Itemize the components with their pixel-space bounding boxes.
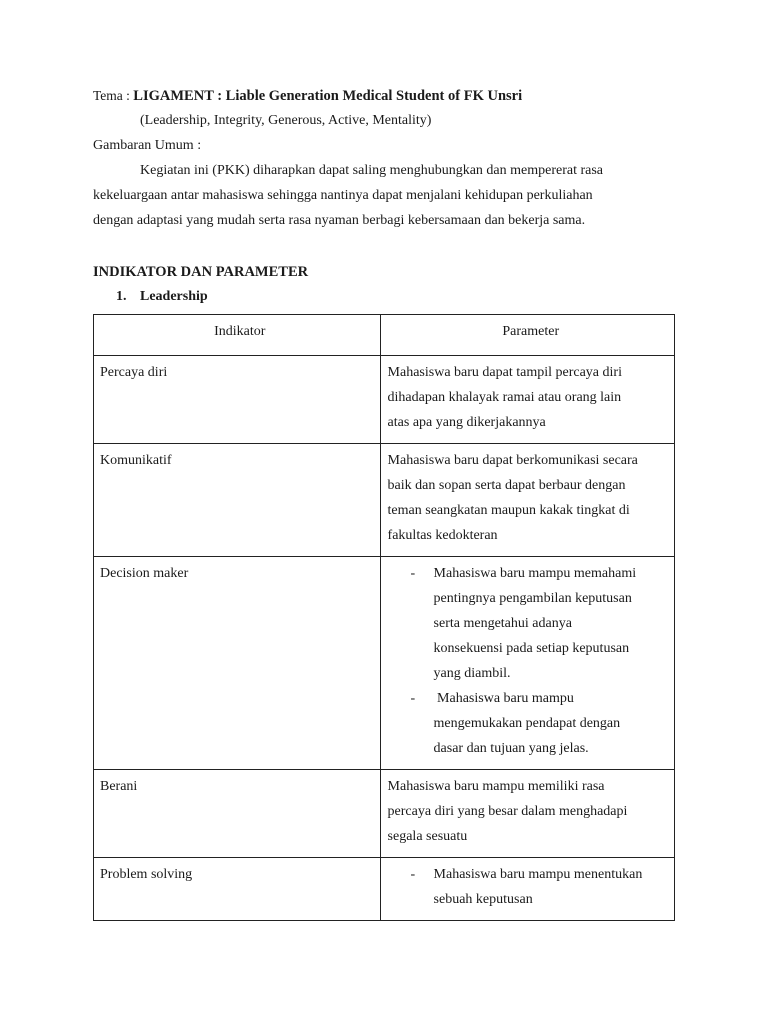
bullet-line: dasar dan tujuan yang jelas. (433, 741, 589, 756)
paragraph-line: dengan adaptasi yang mudah serta rasa nyaman berbagi kebersamaan dan bekerja sama. (93, 213, 586, 228)
bullet-line: konsekuensi pada setiap keputusan (433, 641, 630, 656)
parameter-line: Mahasiswa baru mampu memiliki rasa (387, 779, 605, 794)
bullet-item (411, 862, 674, 912)
tema-subtitle: (Leadership, Integrity, Generous, Active, Mentality) (140, 113, 432, 128)
indikator-cell: Komunikatif (94, 444, 381, 557)
bullet-line: Mahasiswa baru mampu memahami (433, 566, 637, 581)
parameter-line: percaya diri yang besar dalam menghadapi (387, 804, 628, 819)
bullet-line: sebuah keputusan (433, 892, 533, 907)
table-row (94, 356, 675, 444)
bullet-line: mengemukakan pendapat dengan (433, 716, 621, 731)
header-parameter: Parameter (380, 315, 674, 356)
bullet-dash: - (410, 867, 416, 882)
indikator-cell: Berani (94, 770, 381, 858)
parameter-line: atas apa yang dikerjakannya (387, 415, 546, 430)
table-header-row (94, 315, 675, 356)
bullet-dash: - (410, 691, 416, 706)
sub-heading (116, 288, 208, 306)
tema-label: Tema : (93, 88, 134, 103)
header-indikator: Indikator (94, 315, 381, 356)
bullet-line: serta mengetahui adanya (433, 616, 572, 631)
parameter-bullet-list (388, 561, 674, 761)
tema-title: LIGAMENT : Liable Generation Medical Student of FK Unsri (133, 88, 523, 104)
indikator-cell: Problem solving (94, 858, 381, 921)
bullet-line: yang diambil. (433, 666, 511, 681)
bullet-item (411, 686, 674, 761)
table-row (94, 444, 675, 557)
parameter-line: baik dan sopan serta dapat berbaur dengan (387, 478, 626, 493)
bullet-line: Mahasiswa baru mampu (433, 691, 574, 706)
gambaran-label: Gambaran Umum : (93, 138, 202, 153)
parameter-line: segala sesuatu (387, 829, 468, 844)
parameter-line: fakultas kedokteran (387, 528, 498, 543)
parameter-cell (380, 356, 674, 444)
paragraph-line: Kegiatan ini (PKK) diharapkan dapat saling menghubungkan dan mempererat rasa (140, 163, 604, 178)
parameter-cell (380, 557, 674, 770)
section-heading: INDIKATOR DAN PARAMETER (93, 264, 309, 280)
table-row (94, 557, 675, 770)
sub-heading-number: 1. (116, 289, 127, 304)
tema-line (93, 87, 522, 105)
bullet-item (411, 561, 674, 686)
parameter-line: teman seangkatan maupun kakak tingkat di (387, 503, 630, 518)
parameter-line: Mahasiswa baru dapat tampil percaya diri (387, 365, 622, 380)
bullet-line: Mahasiswa baru mampu menentukan (433, 867, 643, 882)
indikator-cell: Decision maker (94, 557, 381, 770)
indikator-parameter-table (93, 314, 675, 921)
parameter-line: dihadapan khalayak ramai atau orang lain (387, 390, 622, 405)
table-row (94, 858, 675, 921)
indikator-cell: Percaya diri (94, 356, 381, 444)
parameter-bullet-list (388, 862, 674, 912)
parameter-line: Mahasiswa baru dapat berkomunikasi secara (387, 453, 638, 468)
parameter-cell (380, 858, 674, 921)
paragraph-line: kekeluargaan antar mahasiswa sehingga nantinya dapat menjalani kehidupan perkuliahan (93, 188, 593, 203)
sub-heading-title: Leadership (140, 289, 208, 304)
parameter-cell (380, 444, 674, 557)
bullet-dash: - (410, 566, 416, 581)
parameter-cell (380, 770, 674, 858)
bullet-line: pentingnya pengambilan keputusan (433, 591, 632, 606)
table-row (94, 770, 675, 858)
